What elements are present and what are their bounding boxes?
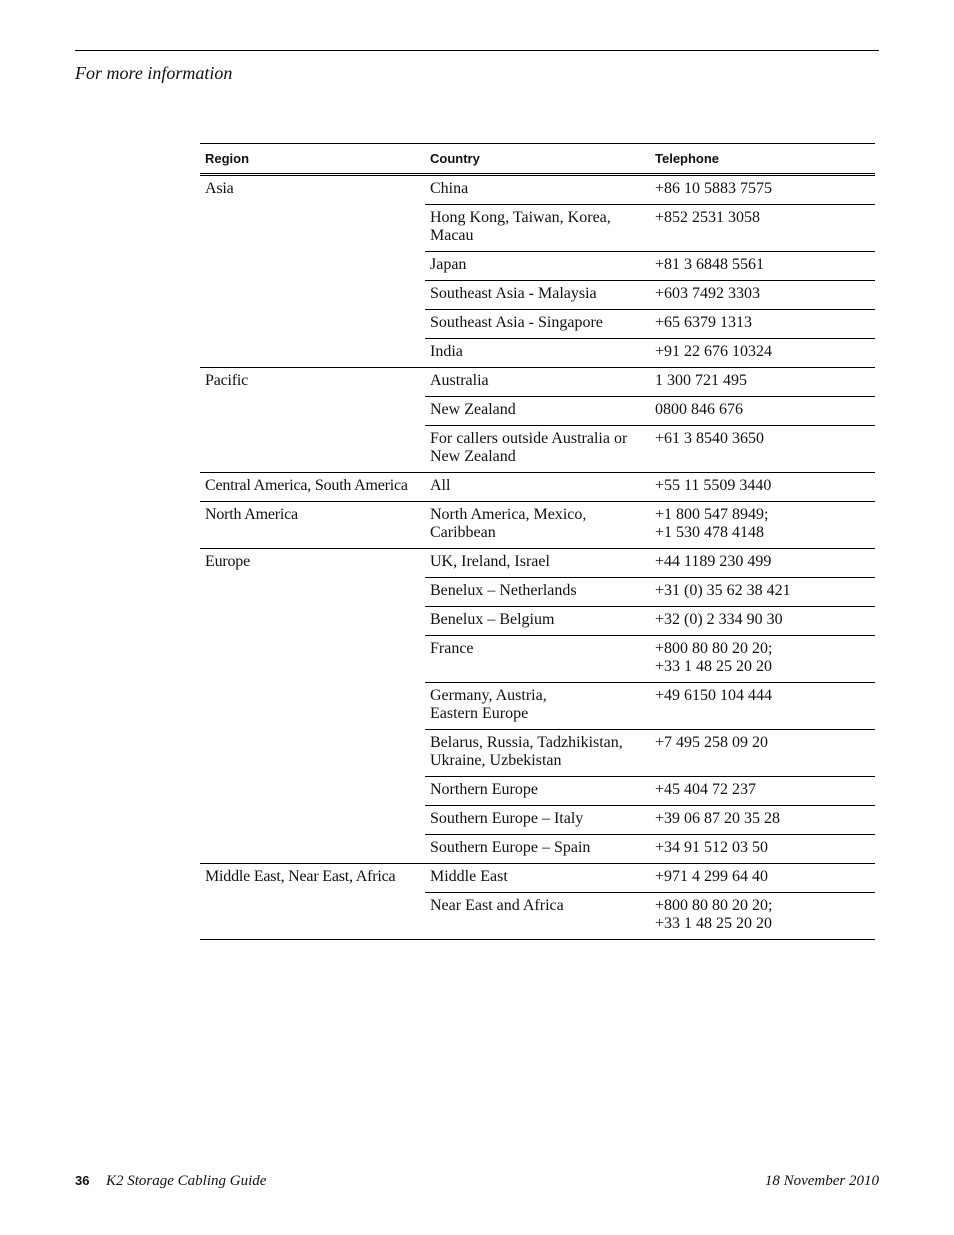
country-cell: Hong Kong, Taiwan, Korea, Macau	[425, 205, 650, 252]
country-cell: Northern Europe	[425, 777, 650, 806]
telephone-cell: +7 495 258 09 20	[650, 730, 875, 777]
country-cell: Belarus, Russia, Tadzhikistan, Ukraine, Uzbekistan	[425, 730, 650, 777]
table-row	[200, 368, 875, 397]
document-title: K2 Storage Cabling Guide	[106, 1173, 267, 1189]
column-header-region: Region	[200, 144, 425, 175]
country-cell: For callers outside Australia or New Zealand	[425, 426, 650, 473]
telephone-cell: +49 6150 104 444	[650, 683, 875, 730]
header-rule	[75, 50, 879, 51]
contact-table	[200, 143, 875, 940]
telephone-cell: +800 80 80 20 20; +33 1 48 25 20 20	[650, 893, 875, 940]
country-cell: China	[425, 175, 650, 205]
table-row	[200, 864, 875, 893]
contact-table-container	[200, 143, 875, 940]
telephone-cell: +1 800 547 8949; +1 530 478 4148	[650, 502, 875, 549]
telephone-cell: +81 3 6848 5561	[650, 252, 875, 281]
country-cell: Near East and Africa	[425, 893, 650, 940]
column-header-country: Country	[425, 144, 650, 175]
telephone-cell: +852 2531 3058	[650, 205, 875, 252]
telephone-cell: +86 10 5883 7575	[650, 175, 875, 205]
country-cell: All	[425, 473, 650, 502]
region-cell: Asia	[200, 175, 425, 368]
country-cell: Southeast Asia - Malaysia	[425, 281, 650, 310]
country-cell: Japan	[425, 252, 650, 281]
country-cell: UK, Ireland, Israel	[425, 549, 650, 578]
document-date: 18 November 2010	[764, 1173, 879, 1189]
telephone-cell: +65 6379 1313	[650, 310, 875, 339]
telephone-cell: +39 06 87 20 35 28	[650, 806, 875, 835]
country-cell: Southern Europe – Italy	[425, 806, 650, 835]
telephone-cell: +971 4 299 64 40	[650, 864, 875, 893]
region-cell: Pacific	[200, 368, 425, 473]
country-cell: India	[425, 339, 650, 368]
page-footer	[75, 1171, 879, 1191]
column-header-telephone: Telephone	[650, 144, 875, 175]
telephone-cell: +61 3 8540 3650	[650, 426, 875, 473]
telephone-cell: +800 80 80 20 20; +33 1 48 25 20 20	[650, 636, 875, 683]
region-cell: Middle East, Near East, Africa	[200, 864, 425, 940]
country-cell: New Zealand	[425, 397, 650, 426]
telephone-cell: +45 404 72 237	[650, 777, 875, 806]
country-cell: Middle East	[425, 864, 650, 893]
region-cell: Central America, South America	[200, 473, 425, 502]
country-cell: Germany, Austria, Eastern Europe	[425, 683, 650, 730]
page-number: 36	[75, 1173, 90, 1188]
section-title: For more information	[75, 63, 233, 83]
country-cell: Southeast Asia - Singapore	[425, 310, 650, 339]
telephone-cell: 1 300 721 495	[650, 368, 875, 397]
country-cell: Benelux – Belgium	[425, 607, 650, 636]
country-cell: France	[425, 636, 650, 683]
telephone-cell: +31 (0) 35 62 38 421	[650, 578, 875, 607]
region-cell: North America	[200, 502, 425, 549]
country-cell: Benelux – Netherlands	[425, 578, 650, 607]
country-cell: Southern Europe – Spain	[425, 835, 650, 864]
telephone-cell: +34 91 512 03 50	[650, 835, 875, 864]
telephone-cell: +44 1189 230 499	[650, 549, 875, 578]
country-cell: Australia	[425, 368, 650, 397]
telephone-cell: +603 7492 3303	[650, 281, 875, 310]
table-row	[200, 473, 875, 502]
region-cell: Europe	[200, 549, 425, 864]
telephone-cell: +32 (0) 2 334 90 30	[650, 607, 875, 636]
telephone-cell: +55 11 5509 3440	[650, 473, 875, 502]
telephone-cell: +91 22 676 10324	[650, 339, 875, 368]
country-cell: North America, Mexico, Caribbean	[425, 502, 650, 549]
telephone-cell: 0800 846 676	[650, 397, 875, 426]
table-row	[200, 549, 875, 578]
table-row	[200, 175, 875, 205]
table-header-row	[200, 144, 875, 175]
table-body	[200, 175, 875, 940]
table-row	[200, 502, 875, 549]
